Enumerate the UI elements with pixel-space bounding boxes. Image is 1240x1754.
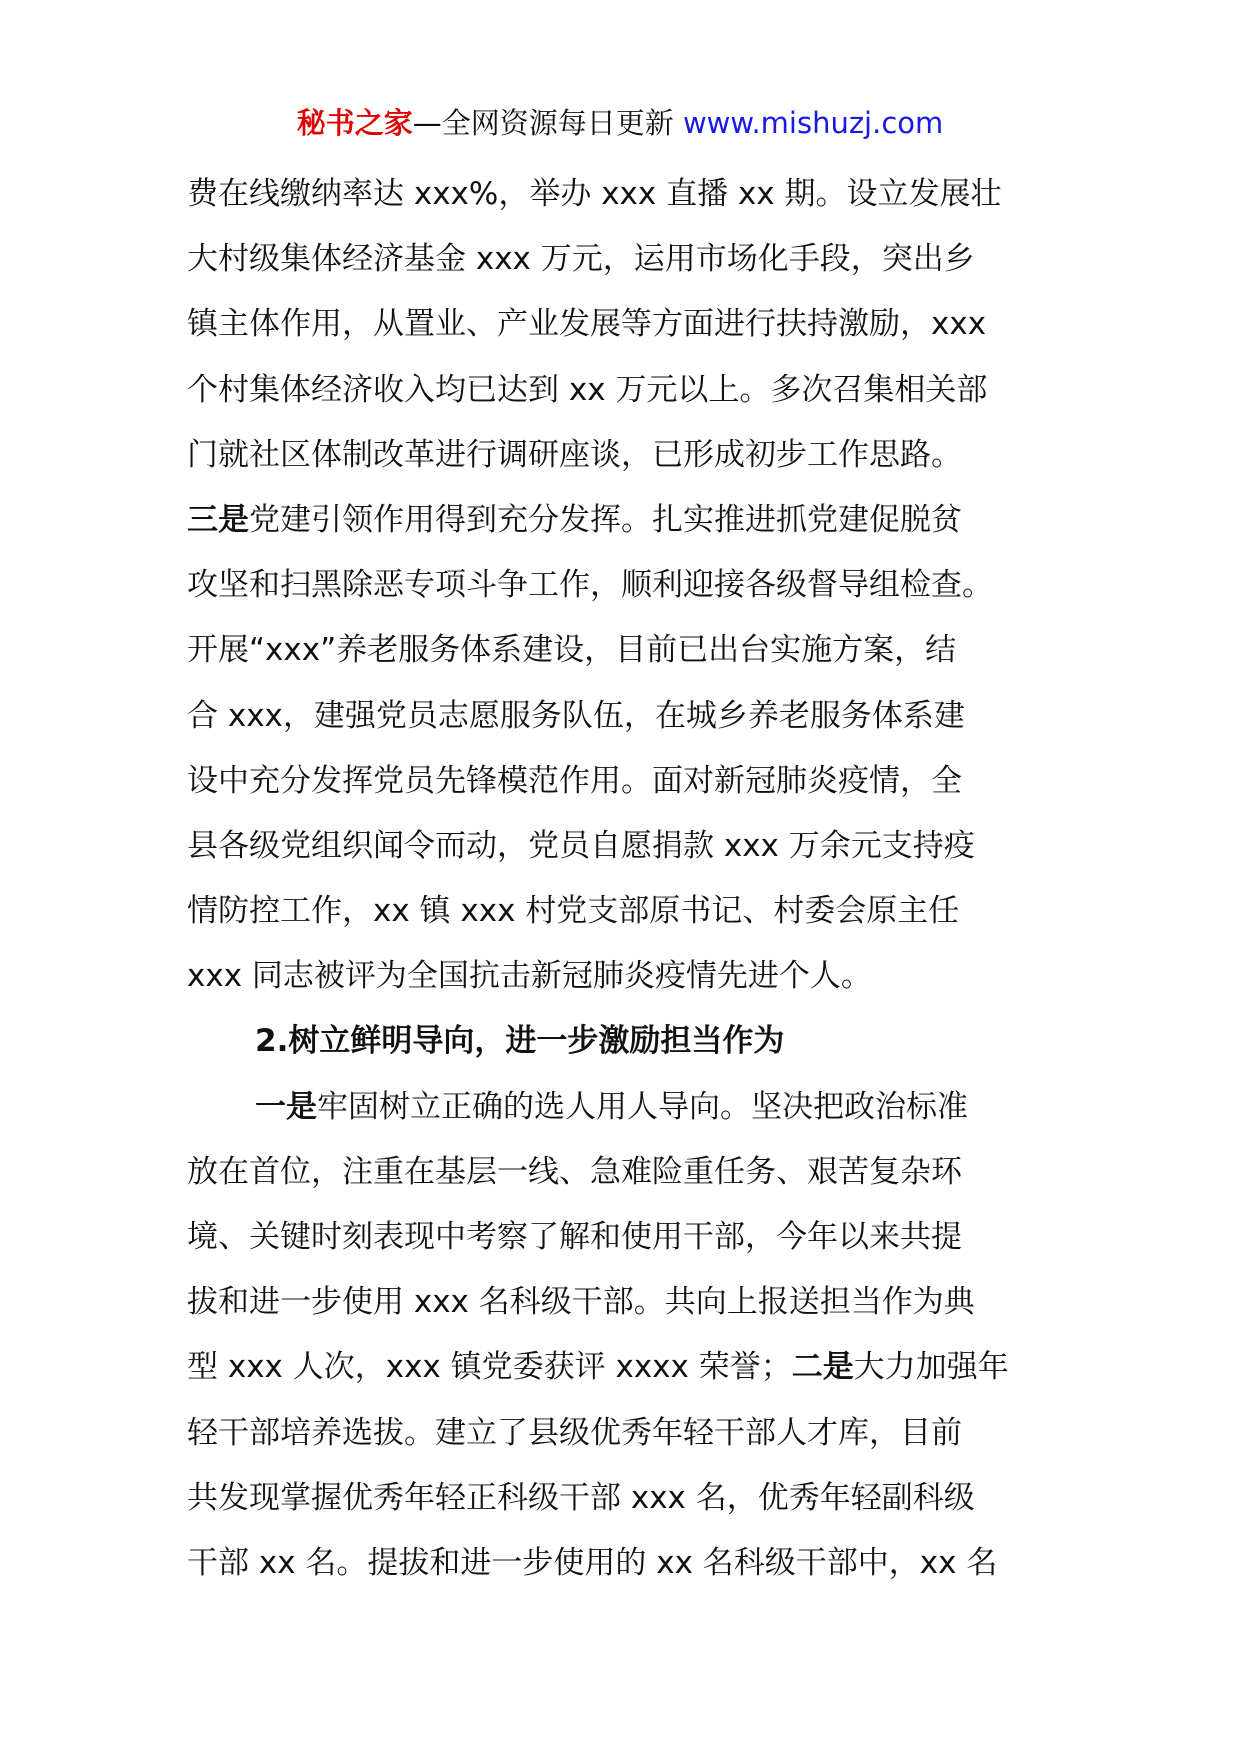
text-line: 共发现掌握优秀年轻正科级干部 xxx 名，优秀年轻副科级 — [187, 1479, 975, 1516]
text-line: 拔和进一步使用 xxx 名科级干部。共向上报送担当作为典 — [187, 1284, 975, 1321]
bold-lead-yi-shi: 一是 — [255, 1088, 317, 1125]
text-span: 型 xxx 人次，xxx 镇党委获评 xxxx 荣誉； — [187, 1349, 792, 1386]
text-line: 轻干部培养选拔。建立了县级优秀年轻干部人才库，目前 — [187, 1414, 962, 1451]
text-span: 党建引领作用得到充分发挥。扎实推进抓党建促脱贫 — [249, 501, 962, 538]
text-span: 大力加强年 — [853, 1349, 1009, 1386]
header-slogan: —全网资源每日更新 — [412, 106, 674, 140]
text-line: 干部 xx 名。提拔和进一步使用的 xx 名科级干部中，xx 名 — [187, 1544, 998, 1581]
header-url-link[interactable]: www.mishuzj.com — [682, 106, 944, 140]
text-line: 设中充分发挥党员先锋模范作用。面对新冠肺炎疫情，全 — [187, 762, 962, 799]
text-line: 个村集体经济收入均已达到 xx 万元以上。多次召集相关部 — [187, 371, 988, 408]
page-header — [0, 103, 1240, 143]
text-line: 门就社区体制改革进行调研座谈，已形成初步工作思路。 — [187, 436, 962, 473]
text-line-point-three — [187, 488, 1067, 553]
section-heading: 2.树立鲜明导向，进一步激励担当作为 — [255, 1023, 785, 1060]
text-line: 情防控工作，xx 镇 xxx 村党支部原书记、村委会原主任 — [187, 893, 960, 930]
text-line: 攻坚和扫黑除恶专项斗争工作，顺利迎接各级督导组检查。 — [187, 567, 993, 604]
header-brand: 秘书之家 — [296, 106, 413, 140]
text-line: 放在首位，注重在基层一线、急难险重任务、艰苦复杂环 — [187, 1153, 962, 1190]
text-line: 开展“xxx”养老服务体系建设，目前已出台实施方案，结 — [187, 632, 957, 669]
document-body — [187, 162, 1067, 1596]
text-line: 合 xxx，建强党员志愿服务队伍，在城乡养老服务体系建 — [187, 697, 965, 734]
text-line: 费在线缴纳率达 xxx%，举办 xxx 直播 xx 期。设立发展壮 — [187, 176, 1002, 212]
text-line: 大村级集体经济基金 xxx 万元，运用市场化手段，突出乡 — [187, 241, 975, 278]
text-line-point-two — [187, 1335, 1067, 1400]
bold-lead-san-shi: 三是 — [187, 501, 249, 538]
text-line: 镇主体作用，从置业、产业发展等方面进行扶持激励，xxx — [187, 306, 987, 343]
text-line: 县各级党组织闻令而动，党员自愿捐款 xxx 万余元支持疫 — [187, 827, 975, 864]
text-line-point-one — [187, 1075, 1067, 1140]
text-line: xxx 同志被评为全国抗击新冠肺炎疫情先进个人。 — [187, 958, 872, 995]
bold-lead-er-shi: 二是 — [791, 1349, 854, 1386]
text-line: 境、关键时刻表现中考察了解和使用干部，今年以来共提 — [187, 1219, 962, 1255]
text-span: 牢固树立正确的选人用人导向。坚决把政治标准 — [317, 1088, 968, 1125]
